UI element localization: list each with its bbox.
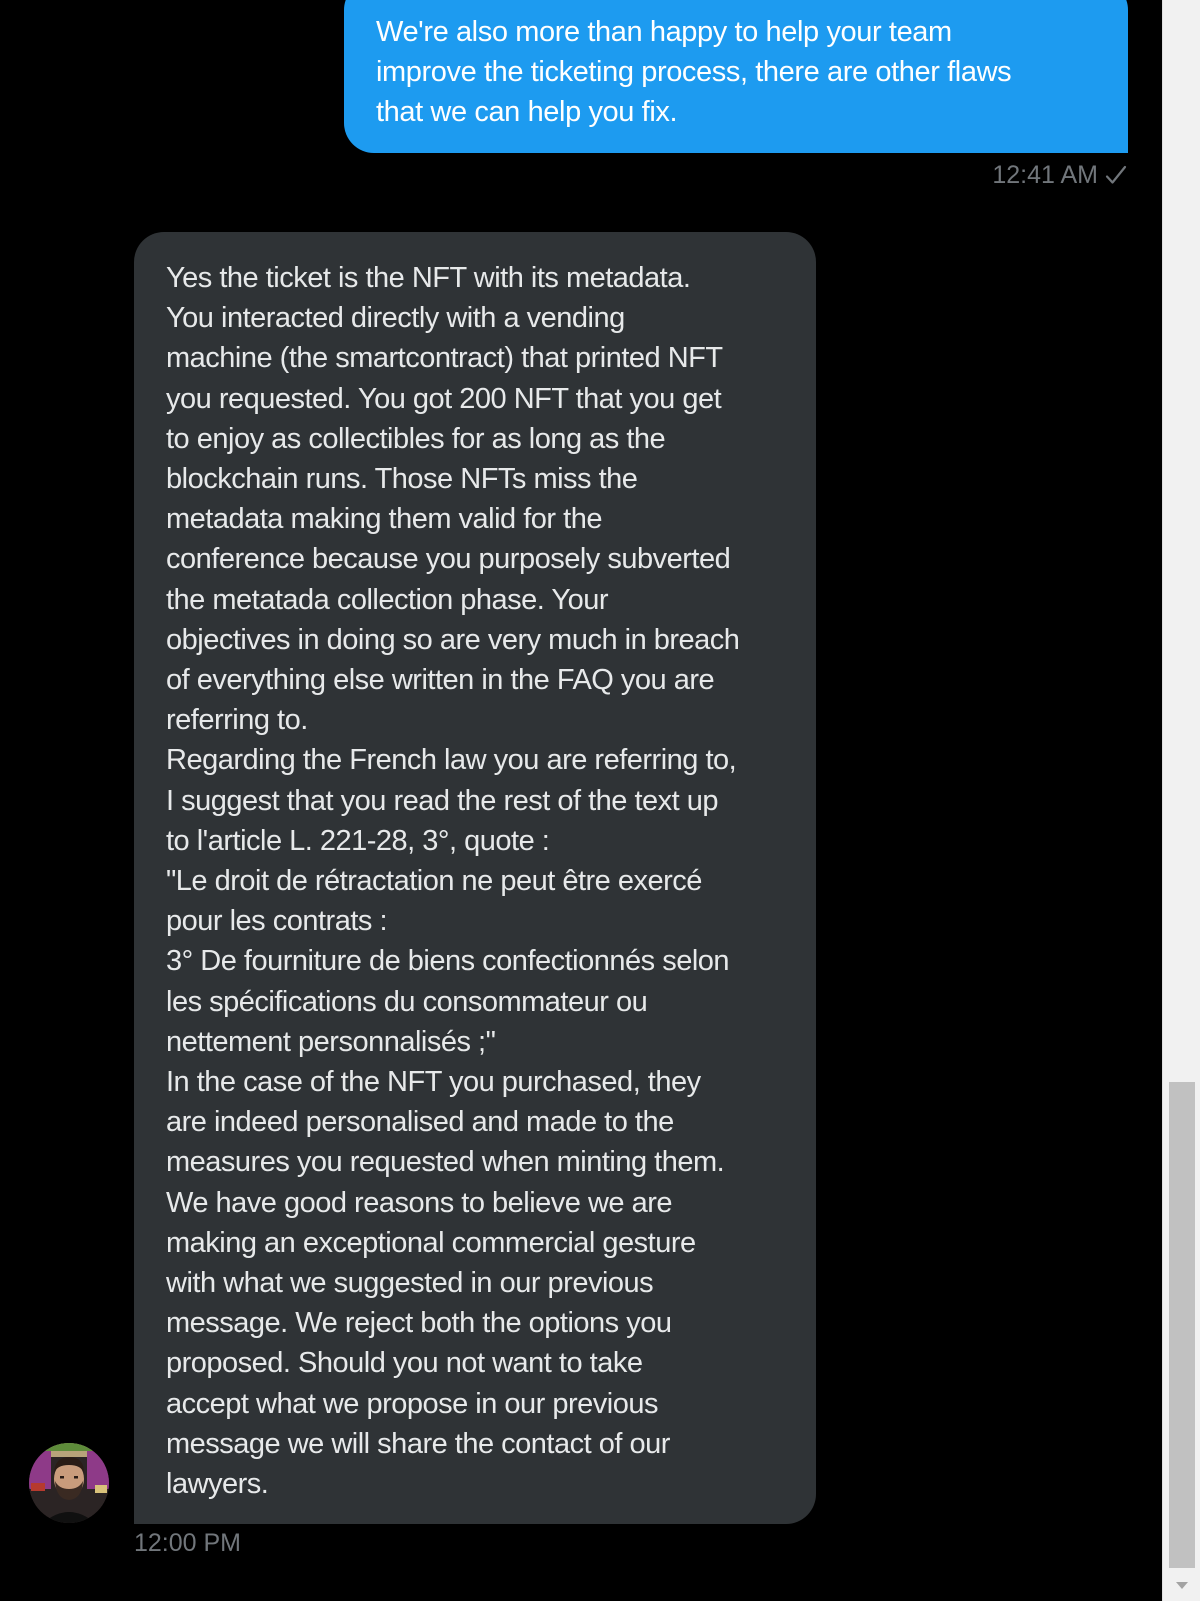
sent-message-bubble[interactable]: We're also more than happy to help your team improve the ticketing process, there are other flaws that we can help you fix. — [344, 0, 1128, 153]
received-message-time: 12:00 PM — [134, 1529, 242, 1557]
sent-message-time: 12:41 AM — [992, 160, 1098, 189]
checkmark-icon — [1104, 163, 1128, 187]
arrow-down-icon[interactable] — [1163, 1570, 1200, 1601]
avatar-icon[interactable] — [29, 1443, 109, 1523]
scrollbar[interactable] — [1162, 0, 1200, 1601]
scrollbar-thumb[interactable] — [1169, 1082, 1195, 1568]
received-message-bubble[interactable]: Yes the ticket is the NFT with its metadata. You interacted directly with a vending machine (the smartcontract) that printed NFT you requested. You got 200 NFT that you get to enjoy as collectibles for as long as the blockchain runs. Those NFTs miss the metadata making them valid for the conference because you purposely subverted the metatada collection phase. Your objectives in doing so are very much in breach of everything else written in the FAQ you are referring to. Regarding the French law you are referring to, I suggest that you read the rest of the text up to l'article L. 221-28, 3°, quote : "Le droit de rétractation ne peut être exercé pour les contrats : 3° De fourniture de biens confectionnés selon les spécifications du consommateur ou nettement personnalisés ;" In the case of the NFT you purchased, they are indeed personalised and made to the measures you requested when minting them. We have good reasons to believe we are making an exceptional commercial gesture with what we suggested in our previous message. We reject both the options you proposed. Should you not want to take accept what we propose in our previous message we will share the contact of our lawyers. — [134, 232, 816, 1524]
sent-message-meta — [992, 158, 1128, 192]
